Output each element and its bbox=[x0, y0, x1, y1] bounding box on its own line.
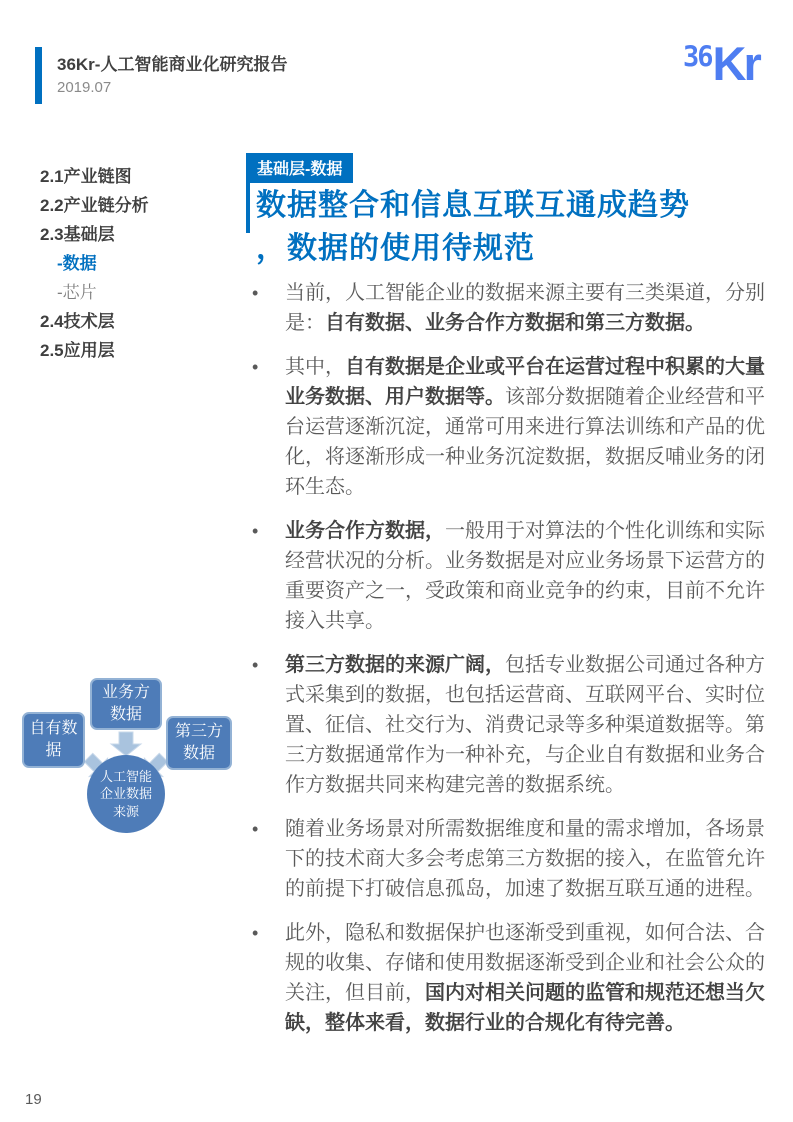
bullet-text-bold: 自有数据、业务合作方数据和第三方数据。 bbox=[325, 312, 705, 334]
sidebar-item: 2.1产业链图 bbox=[40, 167, 132, 186]
sidebar-item: -数据 bbox=[57, 254, 97, 273]
diagram-box-own-data: 自有数 据 bbox=[22, 712, 85, 768]
bullet-item bbox=[246, 352, 770, 502]
bullet-text: 随着业务场景对所需数据维度和量的需求增加，各场景下的技术商大多会考虑第三方数据的接入，在监管允许的前提下打破信息孤岛，加速了数据互联互通的进程。 bbox=[285, 818, 765, 900]
bullet-text: 包括专业数据公司通过各种方式采集到的数据，也包括运营商、互联网平台、实时位置、征信、社交行为、消费记录等多种渠道数据等。第三方数据通常作为一种补充，与企业自有数据和业务合作方数据共同来构建完善的数据系统。 bbox=[285, 654, 765, 796]
data-sources-diagram bbox=[0, 670, 246, 840]
bullet-item bbox=[246, 650, 770, 800]
report-title: 36Kr-人工智能商业化研究报告 bbox=[57, 55, 288, 74]
arrow-down-icon bbox=[111, 732, 141, 756]
bullet-text-bold: 第三方数据的来源广阔， bbox=[285, 654, 505, 676]
sidebar-item: 2.4技术层 bbox=[40, 312, 115, 331]
bullet-item bbox=[246, 814, 770, 904]
sidebar-item: -芯片 bbox=[57, 283, 97, 302]
page-title-line-1: 数据整合和信息互联互通成趋势 bbox=[256, 189, 690, 222]
bullet-item bbox=[246, 516, 770, 636]
diagram-box-third-party-data: 第三方 数据 bbox=[166, 716, 232, 770]
bullet-text: 此外，隐私和数据保护也逐渐受到重视，如何合法、合规的收集、存储和使用数据逐渐受到企业和社会公众的关注，但目前， bbox=[285, 922, 765, 1004]
page-number: 19 bbox=[25, 1091, 42, 1108]
header-accent-bar bbox=[35, 47, 42, 104]
sidebar-item: 2.5应用层 bbox=[40, 341, 115, 360]
diagram-box-business-partner-data: 业务方 数据 bbox=[90, 678, 162, 730]
36kr-logo bbox=[683, 37, 759, 90]
bullet-list bbox=[246, 278, 770, 1052]
bullet-item bbox=[246, 278, 770, 338]
bullet-text-bold: 自有数据是企业或平台在运营过程中积累的大量业务数据、用户数据等。 bbox=[285, 356, 765, 408]
section-badge: 基础层-数据 bbox=[246, 153, 353, 183]
report-date: 2019.07 bbox=[57, 79, 112, 96]
bullet-text-bold: 业务合作方数据， bbox=[285, 520, 445, 542]
bullet-item bbox=[246, 918, 770, 1038]
logo-kr-glyph: Kr bbox=[712, 37, 759, 90]
page-title-line-2: ，数据的使用待规范 bbox=[256, 232, 535, 265]
bullet-text: 一般用于对算法的个性化训练和实际经营状况的分析。业务数据是对应业务场景下运营方的重要资产之一，受政策和商业竞争的约束，目前不允许接入共享。 bbox=[285, 520, 765, 632]
bullet-text-bold: 国内对相关问题的监管和规范还想当欠缺，整体来看，数据行业的合规化有待完善。 bbox=[285, 982, 765, 1034]
sidebar-toc bbox=[40, 162, 235, 365]
bullet-text: 当前，人工智能企业的数据来源主要有三类渠道，分别是： bbox=[285, 282, 765, 334]
bullet-text: 该部分数据随着企业经营和平台运营逐渐沉淀，通常可用来进行算法训练和产品的优化，将逐渐形成一种业务沉淀数据，数据反哺业务的闭环生态。 bbox=[285, 386, 765, 498]
page-title bbox=[256, 184, 776, 270]
sidebar-item: 2.3基础层 bbox=[40, 225, 115, 244]
logo-36-glyph: 36 bbox=[683, 41, 712, 74]
bullet-text: 其中， bbox=[285, 356, 345, 378]
diagram-circle-ai-data-sources: 人工智能 企业数据 来源 bbox=[87, 755, 165, 833]
sidebar-item: 2.2产业链分析 bbox=[40, 196, 149, 215]
